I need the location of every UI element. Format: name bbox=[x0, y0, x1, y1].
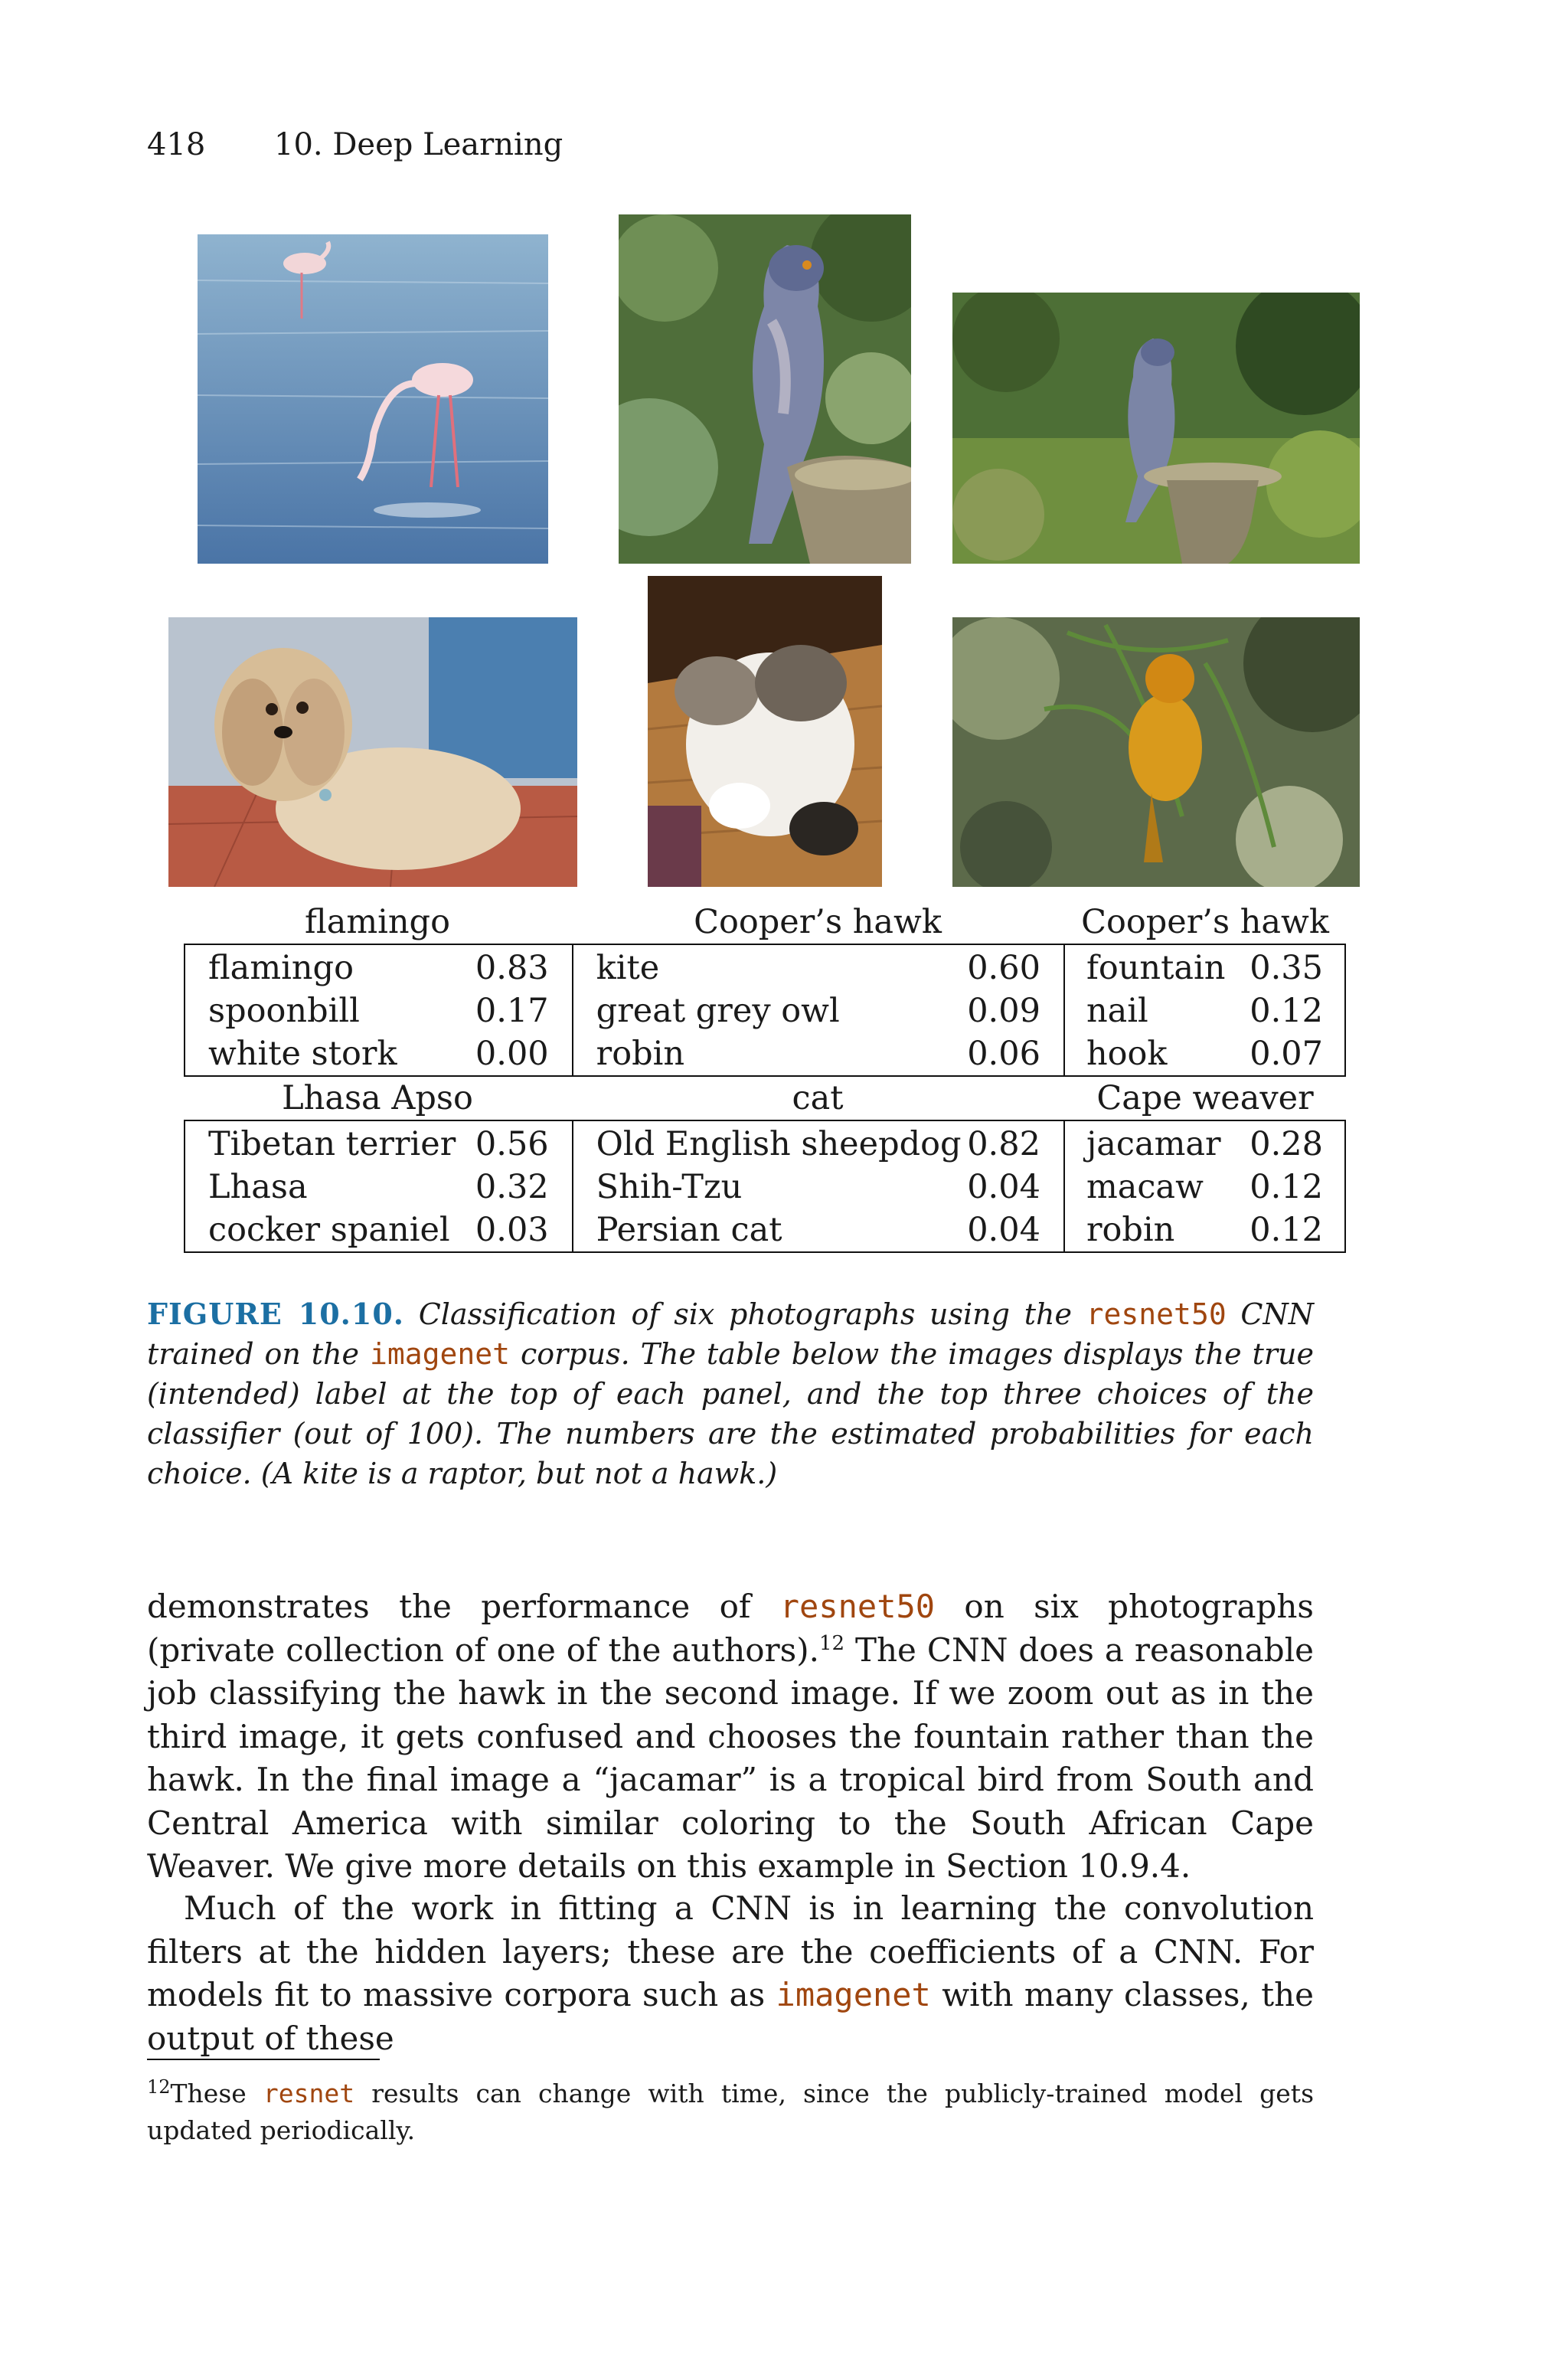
prediction-row bbox=[596, 1032, 1040, 1075]
prediction-row bbox=[1086, 1166, 1323, 1209]
footnote-text: These bbox=[170, 2079, 263, 2108]
prediction-label: kite bbox=[596, 949, 660, 987]
prediction-label: robin bbox=[596, 1035, 685, 1073]
code-term: imagenet bbox=[369, 1337, 511, 1371]
hawk-zoomed-out-photo bbox=[952, 293, 1360, 564]
prediction-row bbox=[596, 1123, 1040, 1166]
prediction-prob: 0.83 bbox=[475, 949, 549, 987]
prediction-prob: 0.35 bbox=[1250, 949, 1324, 987]
prediction-prob: 0.28 bbox=[1250, 1125, 1324, 1163]
prediction-label: Persian cat bbox=[596, 1211, 782, 1249]
predictions-column bbox=[1063, 1121, 1344, 1251]
caption-text: Classification of six photographs using the bbox=[404, 1297, 1086, 1331]
predictions-column bbox=[1063, 945, 1344, 1075]
predictions-box bbox=[184, 944, 1346, 1077]
true-label: Cooper’s hawk bbox=[694, 903, 942, 941]
prediction-row bbox=[596, 1166, 1040, 1209]
prediction-row bbox=[1086, 1209, 1323, 1251]
prediction-row bbox=[1086, 1032, 1323, 1075]
prediction-label: Lhasa bbox=[208, 1168, 308, 1206]
prediction-label: Tibetan terrier bbox=[208, 1125, 456, 1163]
weaver-photo bbox=[952, 617, 1360, 887]
predictions-column bbox=[185, 1121, 572, 1251]
prediction-prob: 0.06 bbox=[967, 1035, 1040, 1073]
true-label: Cooper’s hawk bbox=[1081, 903, 1329, 941]
body-paragraph bbox=[147, 1887, 1314, 2060]
body-paragraph bbox=[147, 1585, 1314, 1889]
page-number: 418 bbox=[147, 127, 206, 162]
prediction-prob: 0.04 bbox=[967, 1168, 1040, 1206]
prediction-prob: 0.12 bbox=[1250, 992, 1324, 1030]
footnote-rule bbox=[147, 2059, 380, 2060]
hawk-photo bbox=[619, 214, 911, 564]
body-text: Much of the work in fitting a CNN is in learning the convolution filters at the hidden layers; these are the coefficients of a CNN. For models fit to massive corpora such as bbox=[147, 1889, 1314, 2013]
footnote-text: results can change with time, since the publicly-trained model gets updated periodically. bbox=[147, 2079, 1314, 2145]
body-text: demonstrates the performance of bbox=[147, 1588, 780, 1625]
prediction-label: spoonbill bbox=[208, 992, 360, 1030]
prediction-prob: 0.32 bbox=[475, 1168, 549, 1206]
chapter-title: 10. Deep Learning bbox=[274, 127, 564, 162]
prediction-prob: 0.07 bbox=[1250, 1035, 1324, 1073]
true-label-row bbox=[184, 1077, 1346, 1120]
prediction-row bbox=[208, 1166, 549, 1209]
prediction-prob: 0.04 bbox=[967, 1211, 1040, 1249]
prediction-row bbox=[596, 989, 1040, 1032]
prediction-label: white stork bbox=[208, 1035, 397, 1073]
predictions-column bbox=[185, 945, 572, 1075]
prediction-prob: 0.56 bbox=[475, 1125, 549, 1163]
prediction-row bbox=[1086, 947, 1323, 989]
prediction-label: fountain bbox=[1086, 949, 1226, 987]
code-term: imagenet bbox=[776, 1976, 931, 2013]
prediction-prob: 0.82 bbox=[967, 1125, 1040, 1163]
prediction-prob: 0.12 bbox=[1250, 1168, 1324, 1206]
prediction-label: robin bbox=[1086, 1211, 1175, 1249]
prediction-row bbox=[208, 1209, 549, 1251]
prediction-row bbox=[208, 1123, 549, 1166]
results-table-bottom bbox=[184, 1077, 1346, 1253]
code-term: resnet bbox=[263, 2079, 355, 2108]
true-label-row bbox=[184, 901, 1346, 944]
code-term: resnet50 bbox=[779, 1588, 936, 1625]
prediction-label: macaw bbox=[1086, 1168, 1204, 1206]
dog-photo bbox=[168, 617, 577, 887]
caption-text: CNN trained on the bbox=[147, 1297, 1315, 1371]
prediction-label: flamingo bbox=[208, 949, 354, 987]
prediction-label: great grey owl bbox=[596, 992, 840, 1030]
prediction-prob: 0.00 bbox=[475, 1035, 549, 1073]
true-label: Cape weaver bbox=[1096, 1079, 1314, 1117]
footnote-number: 12 bbox=[147, 2076, 171, 2098]
prediction-row bbox=[208, 1032, 549, 1075]
caption-text: corpus. The table below the images displays the true (intended) label at the top of each panel, and the top three choices of the classifier (out of 100). The numbers are the estimated probabilities for each choice. (A kite is a raptor, but not a hawk.) bbox=[147, 1337, 1314, 1490]
predictions-column bbox=[572, 945, 1063, 1075]
prediction-row bbox=[596, 1209, 1040, 1251]
running-head bbox=[147, 127, 563, 162]
prediction-label: jacamar bbox=[1086, 1125, 1221, 1163]
footnote bbox=[147, 2075, 1314, 2149]
true-label: flamingo bbox=[305, 903, 450, 941]
flamingo-photo bbox=[198, 234, 548, 564]
prediction-prob: 0.09 bbox=[967, 992, 1040, 1030]
prediction-label: Shih-Tzu bbox=[596, 1168, 743, 1206]
predictions-box bbox=[184, 1120, 1346, 1253]
prediction-prob: 0.12 bbox=[1250, 1211, 1324, 1249]
prediction-row bbox=[208, 989, 549, 1032]
true-label: cat bbox=[792, 1079, 844, 1117]
prediction-label: hook bbox=[1086, 1035, 1168, 1073]
prediction-row bbox=[1086, 1123, 1323, 1166]
body-text: on six photographs (private collection of one of the authors). bbox=[147, 1588, 1314, 1669]
code-term: resnet50 bbox=[1086, 1297, 1227, 1331]
prediction-prob: 0.60 bbox=[967, 949, 1040, 987]
body-text: The CNN does a reasonable job classifying the hawk in the second image. If we zoom out as in the third image, it gets confused and chooses the fountain rather than the hawk. In the final image a “jacamar” is a tropical bird from South and Central America with similar coloring to the South African Cape Weaver. We give more details on this example in Section 10.9.4. bbox=[147, 1631, 1314, 1885]
prediction-label: cocker spaniel bbox=[208, 1211, 450, 1249]
footnote-marker[interactable]: 12 bbox=[818, 1631, 845, 1655]
prediction-prob: 0.03 bbox=[475, 1211, 549, 1249]
figure-caption bbox=[147, 1294, 1314, 1493]
prediction-row bbox=[208, 947, 549, 989]
prediction-label: Old English sheepdog bbox=[596, 1125, 962, 1163]
predictions-column bbox=[572, 1121, 1063, 1251]
cat-photo bbox=[648, 576, 882, 887]
true-label: Lhasa Apso bbox=[282, 1079, 473, 1117]
prediction-row bbox=[1086, 989, 1323, 1032]
body-text: with many classes, the output of these bbox=[147, 1976, 1314, 2057]
results-table-top bbox=[184, 901, 1346, 1077]
prediction-label: nail bbox=[1086, 992, 1148, 1030]
prediction-prob: 0.17 bbox=[475, 992, 549, 1030]
figure-label: FIGURE 10.10. bbox=[147, 1297, 404, 1331]
prediction-row bbox=[596, 947, 1040, 989]
